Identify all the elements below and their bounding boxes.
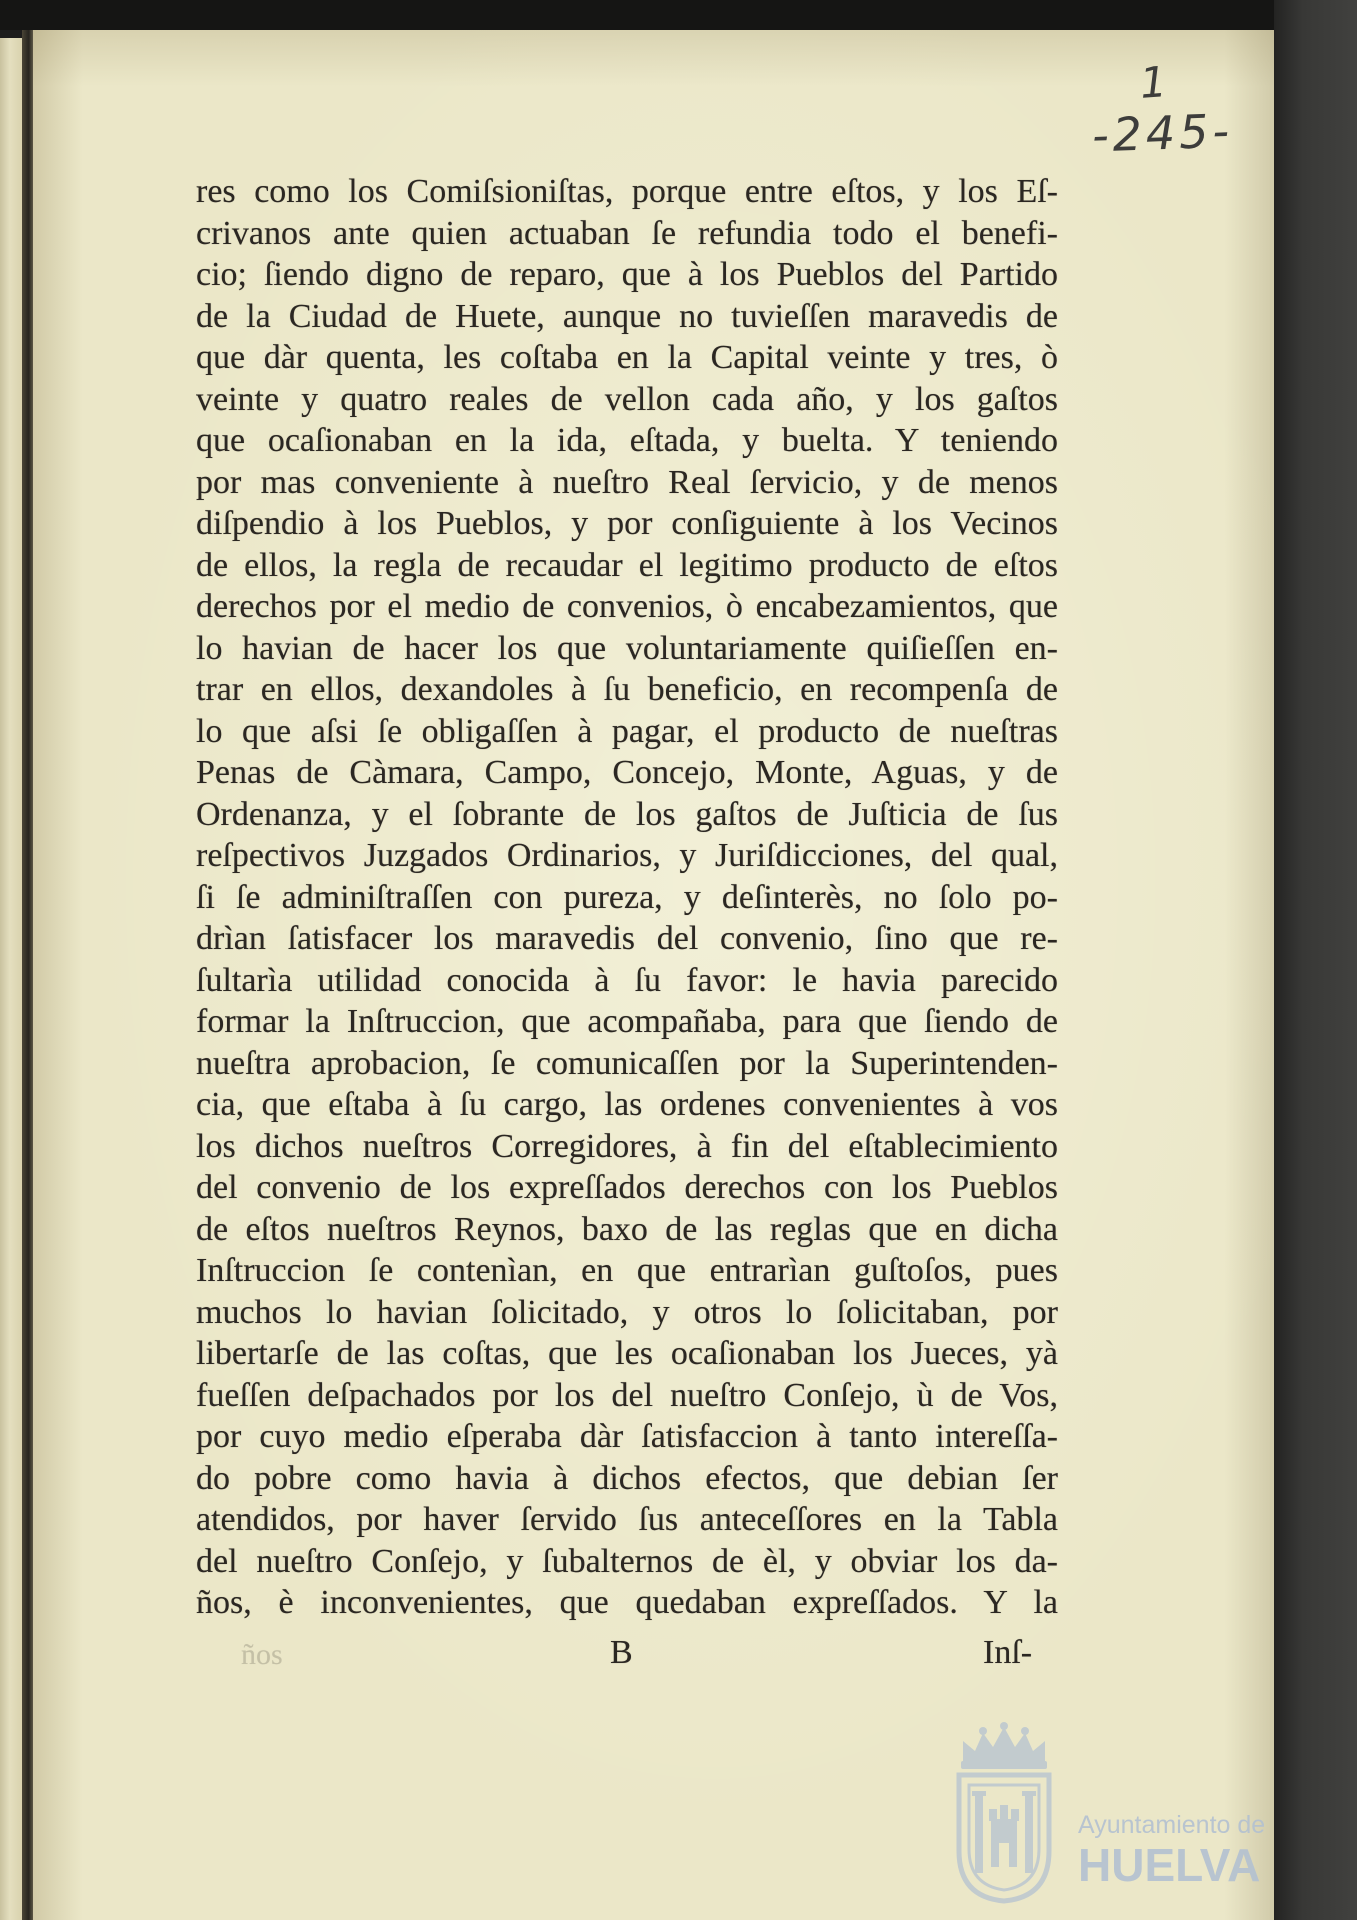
- text-line: lo havian de hacer los que voluntariamente quiſieſſen en-: [196, 629, 1058, 667]
- city-crest-logo: [949, 1721, 1059, 1904]
- text-line: muchos lo havian ſolicitado, y otros lo ſolicitaban, por: [196, 1293, 1058, 1331]
- catchword: Inſ-: [983, 1634, 1033, 1671]
- text-line: por cuyo medio eſperaba dàr ſatisfaccion à tanto intereſſa-: [196, 1418, 1058, 1455]
- watermark-city-name: HUELVA: [1078, 1839, 1261, 1891]
- text-line: res como los Comiſsioniſtas, porque entre eſtos, y los Eſ-: [196, 173, 1058, 210]
- text-line: cia, que eſtaba à ſu cargo, las ordenes convenientes à vos: [196, 1086, 1058, 1123]
- text-line: crivanos ante quien actuaban ſe refundia todo el benefi-: [196, 214, 1058, 252]
- text-line: de ellos, la regla de recaudar el legitimo producto de eſtos: [196, 546, 1058, 584]
- text-line: do pobre como havia à dichos efectos, que debian ſer: [196, 1459, 1058, 1497]
- text-line: diſpendio à los Pueblos, y por conſiguiente à los Vecinos: [196, 505, 1058, 542]
- text-line: lo que aſsi ſe obligaſſen à pagar, el producto de nueſtras: [196, 712, 1058, 750]
- scan-top-edge: [0, 0, 1357, 30]
- text-line: de eſtos nueſtros Reynos, baxo de las reglas que en dicha: [196, 1210, 1058, 1248]
- text-line: del convenio de los expreſſados derechos con los Pueblos: [196, 1169, 1058, 1206]
- previous-leaf-edge: [0, 38, 22, 1920]
- handwritten-page-number: -245-: [1091, 103, 1234, 163]
- text-line: Penas de Càmara, Campo, Concejo, Monte, Aguas, y de: [196, 754, 1058, 791]
- text-line: nueſtra aprobacion, ſe comunicaſſen por la Superintenden-: [196, 1044, 1058, 1082]
- text-line: drìan ſatisfacer los maravedis del convenio, ſino que re-: [196, 920, 1058, 957]
- bleed-through-text: ños: [241, 1638, 283, 1671]
- text-line: veinte y quatro reales de vellon cada año, y los gaſtos: [196, 380, 1058, 418]
- text-line: ſultarìa utilidad conocida à ſu favor: le havia parecido: [196, 961, 1058, 999]
- text-line: que dàr quenta, les coſtaba en la Capital veinte y tres, ò: [196, 339, 1058, 376]
- text-line: reſpectivos Juzgados Ordinarios, y Juriſdicciones, del qual,: [196, 837, 1058, 874]
- text-line: atendidos, por haver ſervido ſus anteceſſores en la Tabla: [196, 1501, 1058, 1538]
- text-line: Inſtruccion ſe contenìan, en que entrarìan guſtoſos, pues: [196, 1252, 1058, 1289]
- crown-shape: [961, 1722, 1047, 1769]
- text-line: fueſſen deſpachados por los del nueſtro Conſejo, ù de Vos,: [196, 1376, 1058, 1414]
- signature-mark: B: [610, 1634, 633, 1671]
- text-line: que ocaſionaban en la ida, eſtada, y buelta. Y teniendo: [196, 422, 1058, 459]
- watermark-caption: Ayuntamiento de: [1078, 1811, 1266, 1839]
- text-line: cio; ſiendo digno de reparo, que à los Pueblos del Partido: [196, 256, 1058, 293]
- scan-right-edge: [1274, 0, 1357, 1920]
- text-line: ños, è inconvenientes, que quedaban expreſſados. Y la: [196, 1584, 1058, 1621]
- castle-shape: [989, 1805, 1019, 1867]
- text-line: del nueſtro Conſejo, y ſubalternos de èl, y obviar los da-: [196, 1542, 1058, 1580]
- text-line: derechos por el medio de convenios, ò encabezamientos, que: [196, 588, 1058, 625]
- text-line: de la Ciudad de Huete, aunque no tuvieſſen maravedis de: [196, 297, 1058, 335]
- text-line: ſi ſe adminiſtraſſen con pureza, y deſinterès, no ſolo po-: [196, 878, 1058, 916]
- text-line: formar la Inſtruccion, que acompañaba, para que ſiendo de: [196, 1003, 1058, 1040]
- binding-gutter: [22, 30, 33, 1920]
- text-line: Ordenanza, y el ſobrante de los gaſtos de Juſticia de ſus: [196, 795, 1058, 833]
- text-line: los dichos nueſtros Corregidores, à fin del eſtablecimiento: [196, 1127, 1058, 1165]
- text-line: libertarſe de las coſtas, que les ocaſionaban los Jueces, yà: [196, 1335, 1058, 1372]
- body-text: [196, 171, 1058, 1624]
- handwritten-folio-number: 1: [1138, 57, 1169, 108]
- text-line: trar en ellos, dexandoles à ſu beneficio, en recompenſa de: [196, 671, 1058, 708]
- text-line: por mas conveniente à nueſtro Real ſervicio, y de menos: [196, 463, 1058, 501]
